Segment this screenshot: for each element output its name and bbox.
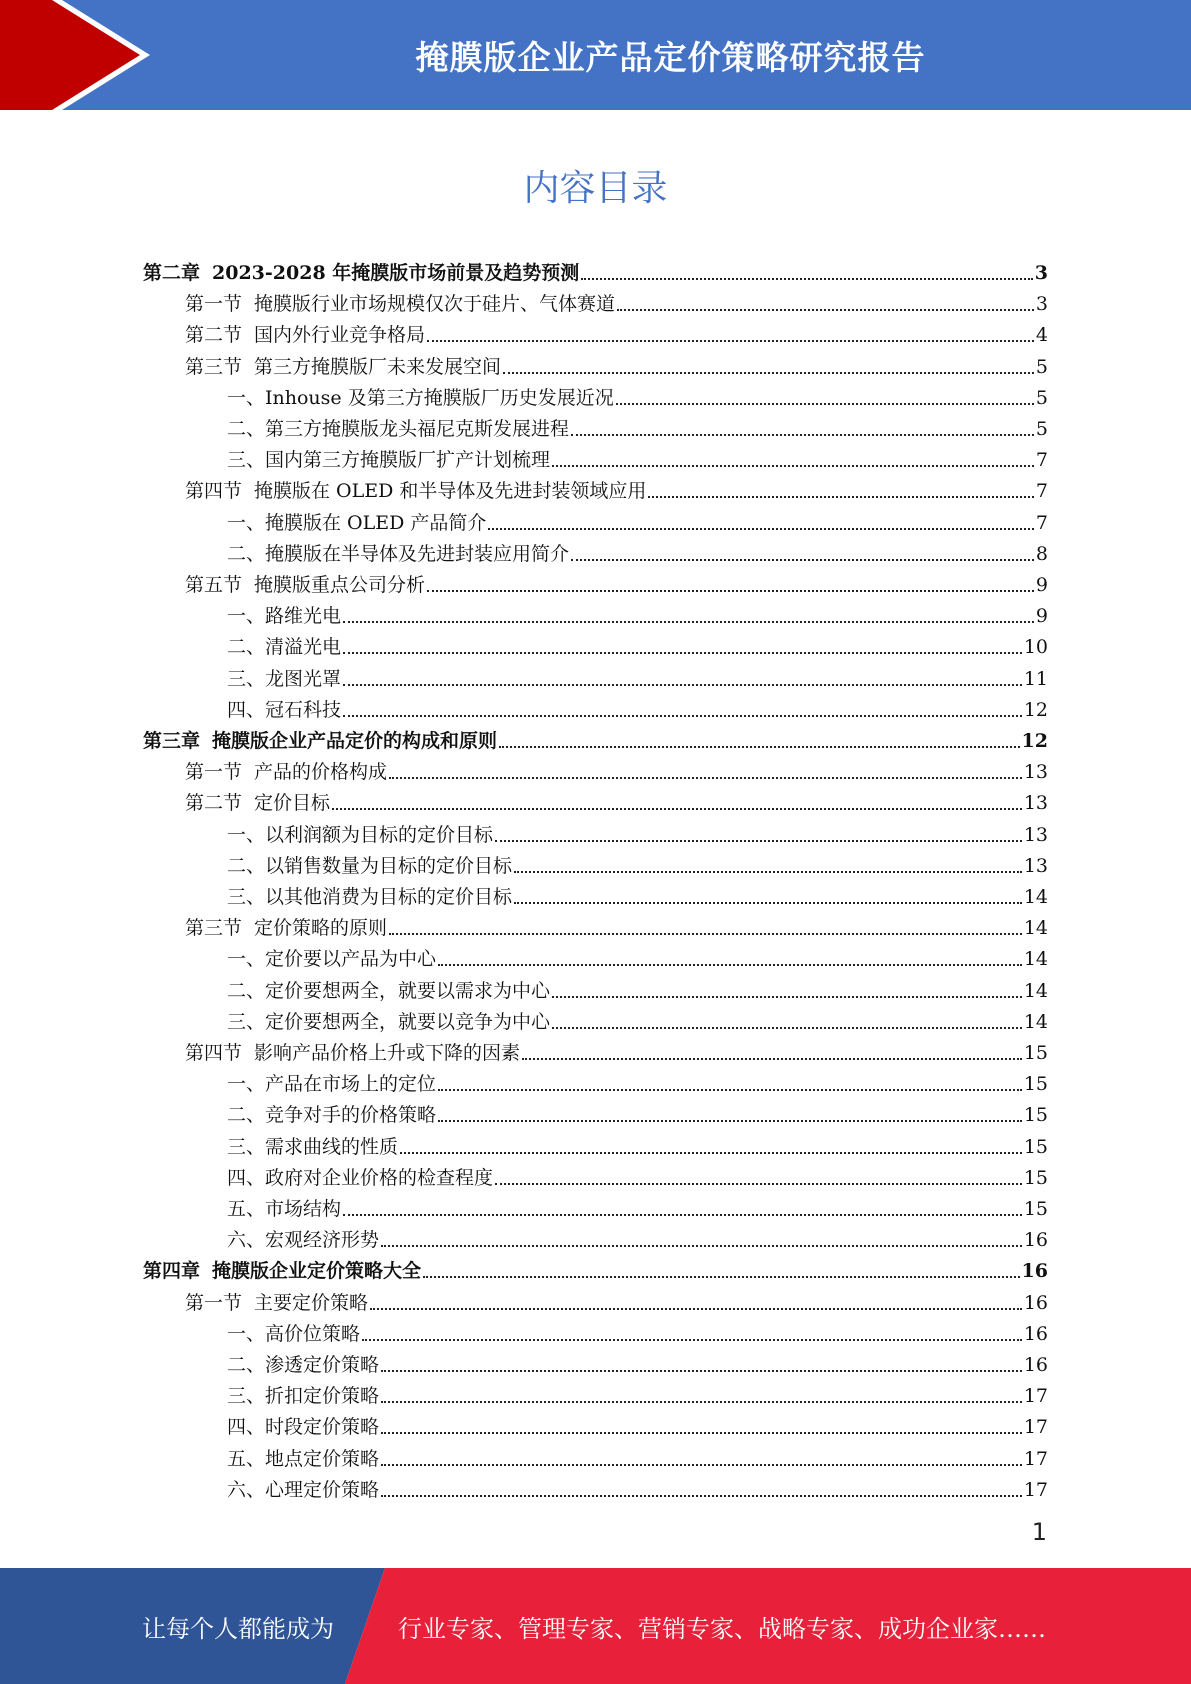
toc-entry[interactable]: [143, 1251, 1048, 1282]
toc-entry[interactable]: [227, 378, 1048, 409]
toc-entry[interactable]: [227, 1064, 1048, 1095]
toc-leader-dots: [522, 1046, 1022, 1060]
toc-entry-title: 四、冠石科技: [227, 698, 342, 721]
toc-entry[interactable]: [227, 440, 1048, 471]
toc-entry-number: 第二章: [143, 262, 201, 284]
toc-entry[interactable]: [185, 284, 1048, 315]
toc-leader-dots: [332, 796, 1022, 810]
toc-entry-title: 二、第三方掩膜版龙头福尼克斯发展进程: [227, 418, 570, 440]
toc-entry[interactable]: [227, 1470, 1048, 1501]
toc-entry[interactable]: [227, 846, 1048, 877]
toc-leader-dots: [381, 1452, 1022, 1466]
toc-entry[interactable]: [227, 939, 1048, 970]
toc-entry[interactable]: [227, 1002, 1048, 1033]
toc-entry-page: 7: [1035, 511, 1048, 534]
page-header: [0, 0, 1191, 110]
toc-leader-dots: [343, 672, 1022, 686]
toc-entry-title: 三、折扣定价策略: [227, 1385, 380, 1408]
toc-entry-page: 13: [1023, 823, 1048, 846]
toc-entry[interactable]: [227, 503, 1048, 534]
toc-entry-page: 14: [1023, 886, 1048, 908]
toc-entry-number: 第二节: [185, 324, 243, 347]
toc-entry[interactable]: [227, 971, 1048, 1002]
toc-entry[interactable]: [185, 783, 1048, 814]
toc-entry-page: 16: [1021, 1260, 1048, 1283]
toc-leader-dots: [381, 1233, 1022, 1247]
toc-entry-number: 第四章: [143, 1260, 201, 1283]
toc-leader-dots: [362, 1327, 1022, 1341]
toc-leader-dots: [389, 765, 1022, 779]
toc-entry-title: 掩膜版在 OLED 和半导体及先进封装领域应用: [254, 480, 647, 503]
toc-entry[interactable]: [227, 659, 1048, 690]
toc-entry-title: 二、竞争对手的价格策略: [227, 1104, 437, 1127]
toc-entry[interactable]: [227, 877, 1048, 908]
toc-leader-dots: [571, 422, 1034, 436]
toc-entry[interactable]: [227, 1158, 1048, 1189]
toc-leader-dots: [495, 828, 1022, 842]
header-arrow-icon: [0, 0, 160, 110]
toc-leader-dots: [438, 1077, 1022, 1091]
toc-entry[interactable]: [185, 347, 1048, 378]
toc-entry[interactable]: [227, 596, 1048, 627]
toc-entry[interactable]: [227, 627, 1048, 658]
toc-entry[interactable]: [143, 253, 1048, 284]
toc-entry-number: 第二节: [185, 792, 243, 815]
toc-leader-dots: [381, 1358, 1022, 1372]
toc-entry-page: 15: [1023, 1166, 1048, 1189]
toc-entry-page: 17: [1023, 1478, 1048, 1501]
toc-heading: 内容目录: [523, 168, 668, 209]
toc-entry[interactable]: [227, 1220, 1048, 1251]
toc-entry-page: 9: [1035, 605, 1048, 628]
toc-entry-page: 15: [1023, 1198, 1048, 1220]
toc-entry-number: 第四节: [185, 480, 243, 503]
toc-entry[interactable]: [227, 1376, 1048, 1407]
toc-entry-page: 5: [1035, 418, 1048, 440]
toc-entry-page: 12: [1023, 698, 1048, 721]
toc-leader-dots: [389, 921, 1022, 935]
toc-entry[interactable]: [185, 565, 1048, 596]
toc-entry-page: 16: [1023, 1322, 1048, 1345]
toc-entry-title: 六、宏观经济形势: [227, 1229, 380, 1252]
toc-entry-title: 2023-2028 年掩膜版市场前景及趋势预测: [212, 262, 580, 284]
toc-leader-dots: [571, 547, 1034, 561]
toc-entry-title: 二、定价要想两全，就要以需求为中心: [227, 979, 551, 1002]
toc-entry-page: 15: [1023, 1042, 1048, 1064]
toc-leader-dots: [400, 1140, 1022, 1154]
toc-leader-dots: [617, 297, 1034, 311]
toc-leader-dots: [616, 391, 1034, 405]
toc-entry-page: 16: [1023, 1354, 1048, 1376]
toc-entry[interactable]: [185, 908, 1048, 939]
toc-entry-number: 第三节: [185, 917, 243, 940]
toc-entry-title: 五、地点定价策略: [227, 1447, 380, 1470]
toc-entry-page: 5: [1035, 386, 1048, 409]
toc-leader-dots: [427, 578, 1034, 592]
toc-leader-dots: [495, 1171, 1022, 1185]
toc-entry-page: 3: [1035, 293, 1048, 316]
toc-entry-title: 一、路维光电: [227, 605, 342, 628]
toc-entry-title: 第三方掩膜版厂未来发展空间: [254, 355, 502, 378]
toc-leader-dots: [648, 484, 1034, 498]
toc-entry-number: 第一节: [185, 761, 243, 784]
toc-leader-dots: [438, 1108, 1022, 1122]
toc-entry-title: 二、以销售数量为目标的定价目标: [227, 854, 513, 877]
toc-entry-page: 4: [1035, 324, 1048, 347]
toc-entry-page: 16: [1023, 1229, 1048, 1252]
toc-leader-dots: [552, 1015, 1022, 1029]
toc-entry[interactable]: [143, 721, 1048, 752]
toc-entry-number: 第四节: [185, 1042, 243, 1064]
toc-entry-page: 15: [1023, 1073, 1048, 1096]
toc-entry-title: 三、龙图光罩: [227, 667, 342, 690]
toc-leader-dots: [343, 703, 1022, 717]
toc-entry-page: 5: [1035, 355, 1048, 378]
toc-entry-title: 掩膜版重点公司分析: [254, 574, 426, 596]
toc-entry-page: 15: [1023, 1135, 1048, 1158]
toc-entry[interactable]: [227, 409, 1048, 440]
toc-entry-title: 一、掩膜版在 OLED 产品简介: [227, 511, 487, 534]
toc-leader-dots: [381, 1389, 1022, 1403]
toc-leader-dots: [552, 453, 1034, 467]
toc-entry[interactable]: [185, 752, 1048, 783]
toc-leader-dots: [488, 516, 1034, 530]
toc-entry[interactable]: [185, 315, 1048, 346]
toc-entry-title: 四、时段定价策略: [227, 1416, 380, 1439]
toc-entry-title: 掩膜版行业市场规模仅次于硅片、气体赛道: [254, 293, 616, 316]
toc-entry-number: 第一节: [185, 1291, 243, 1314]
toc-entry-page: 13: [1023, 854, 1048, 877]
toc-entry[interactable]: [227, 1314, 1048, 1345]
toc-entry-title: 二、渗透定价策略: [227, 1354, 380, 1376]
toc-entry[interactable]: [227, 690, 1048, 721]
footer-slogan-right: 行业专家、管理专家、营销专家、战略专家、成功企业家……: [398, 1614, 1046, 1643]
toc-leader-dots: [514, 890, 1022, 904]
report-title: 掩膜版企业产品定价策略研究报告: [415, 37, 926, 77]
toc-entry-title: 一、定价要以产品为中心: [227, 948, 437, 971]
toc-entry-number: 第五节: [185, 574, 243, 596]
toc-entry-title: 掩膜版企业定价策略大全: [212, 1260, 422, 1283]
toc-entry-page: 12: [1021, 730, 1048, 752]
toc-entry-page: 17: [1023, 1385, 1048, 1408]
toc-entry-page: 16: [1023, 1291, 1048, 1314]
toc-entry-title: 掩膜版企业产品定价的构成和原则: [212, 730, 498, 752]
toc-entry[interactable]: [185, 1283, 1048, 1314]
toc-entry-page: 17: [1023, 1447, 1048, 1470]
toc-entry-title: 影响产品价格上升或下降的因素: [254, 1042, 521, 1064]
toc-entry-page: 9: [1035, 574, 1048, 596]
toc-leader-dots: [438, 952, 1022, 966]
toc-leader-dots: [381, 1420, 1022, 1434]
toc-entry-page: 10: [1023, 636, 1048, 659]
toc-leader-dots: [343, 640, 1022, 654]
toc-entry-title: 一、高价位策略: [227, 1322, 361, 1345]
toc-entry-page: 13: [1023, 761, 1048, 784]
toc-leader-dots: [427, 328, 1034, 342]
toc-entry-title: 三、国内第三方掩膜版厂扩产计划梳理: [227, 449, 551, 472]
toc-entry-page: 7: [1035, 480, 1048, 503]
toc-leader-dots: [552, 984, 1022, 998]
toc-leader-dots: [343, 1202, 1022, 1216]
toc-entry-title: 产品的价格构成: [254, 761, 388, 784]
toc-entry-title: 三、需求曲线的性质: [227, 1135, 399, 1158]
toc-entry-title: 二、清溢光电: [227, 636, 342, 659]
toc-leader-dots: [499, 734, 1020, 748]
page-number: 1: [1031, 1518, 1047, 1546]
toc-entry[interactable]: [227, 1439, 1048, 1470]
toc-leader-dots: [381, 1483, 1022, 1497]
toc-entry-page: 14: [1023, 917, 1048, 940]
toc-entry-page: 3: [1034, 262, 1048, 284]
toc-entry-page: 15: [1023, 1104, 1048, 1127]
toc-entry-page: 14: [1023, 979, 1048, 1002]
toc-entry[interactable]: [185, 471, 1048, 502]
toc-entry-title: 定价目标: [254, 792, 331, 815]
toc-entry[interactable]: [227, 534, 1048, 565]
toc-entry-page: 13: [1023, 792, 1048, 815]
toc-entry-page: 7: [1035, 449, 1048, 472]
toc-leader-dots: [423, 1264, 1020, 1278]
toc-entry-number: 第三节: [185, 355, 243, 378]
toc-entry[interactable]: [227, 1127, 1048, 1158]
toc-entry-number: 第三章: [143, 730, 201, 752]
toc-entry[interactable]: [227, 1345, 1048, 1376]
toc-leader-dots: [514, 859, 1022, 873]
toc-leader-dots: [343, 609, 1034, 623]
page-footer: [0, 1568, 1191, 1684]
toc-entry-number: 第一节: [185, 293, 243, 316]
toc-entry-title: 四、政府对企业价格的检查程度: [227, 1166, 494, 1189]
toc-entry[interactable]: [227, 1095, 1048, 1126]
toc-entry[interactable]: [227, 1407, 1048, 1438]
toc-entry-page: 14: [1023, 948, 1048, 971]
toc-entry-title: 一、产品在市场上的定位: [227, 1073, 437, 1096]
toc-entry-page: 14: [1023, 1010, 1048, 1033]
toc-entry[interactable]: [227, 815, 1048, 846]
toc-leader-dots: [581, 266, 1032, 280]
toc-entry-title: 五、市场结构: [227, 1198, 342, 1220]
toc-entry-page: 11: [1023, 667, 1048, 690]
footer-slogan-left: 让每个人都能成为: [142, 1614, 334, 1643]
toc-entry-title: 主要定价策略: [254, 1291, 369, 1314]
toc-entry-title: 国内外行业竞争格局: [254, 324, 426, 347]
toc-entry-title: 定价策略的原则: [254, 917, 388, 940]
toc-entry[interactable]: [185, 1033, 1048, 1064]
toc-leader-dots: [370, 1296, 1022, 1310]
toc-entry-title: 六、心理定价策略: [227, 1478, 380, 1501]
toc-entry-title: 三、定价要想两全，就要以竞争为中心: [227, 1010, 551, 1033]
toc-entry[interactable]: [227, 1189, 1048, 1220]
toc-leader-dots: [503, 360, 1034, 374]
toc-entry-page: 17: [1023, 1416, 1048, 1439]
toc-entry-page: 8: [1035, 542, 1048, 565]
toc-entry-title: 二、掩膜版在半导体及先进封装应用简介: [227, 542, 570, 565]
toc-entry-title: 一、Inhouse 及第三方掩膜版厂历史发展近况: [227, 386, 614, 409]
toc-entry-title: 三、以其他消费为目标的定价目标: [227, 886, 513, 908]
toc-entry-title: 一、以利润额为目标的定价目标: [227, 823, 494, 846]
